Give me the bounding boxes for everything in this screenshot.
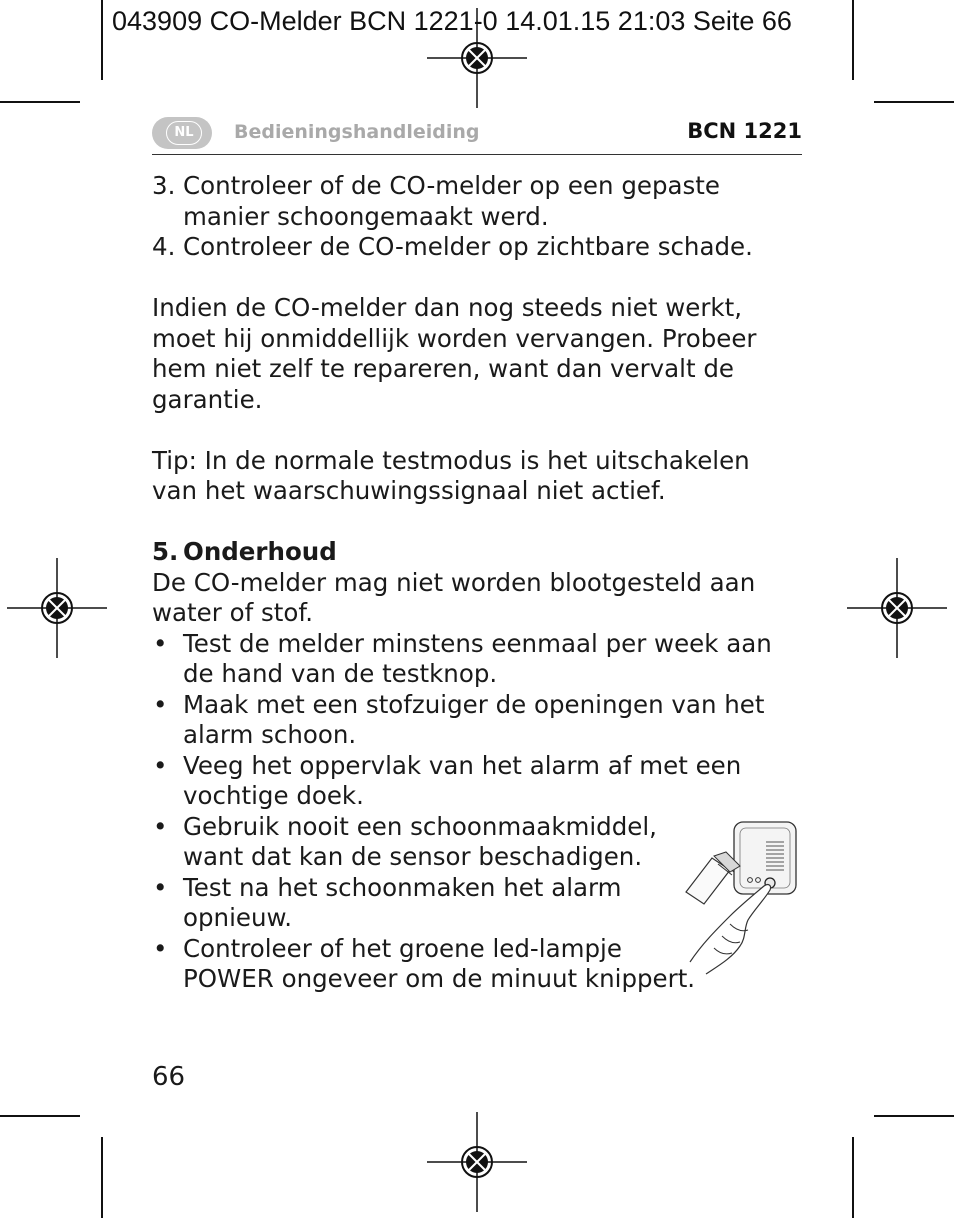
crop-mark-bottom-right-vertical	[852, 1137, 854, 1218]
section-intro: De CO-melder mag niet worden blootgesteld aan water of stof.	[152, 567, 756, 627]
header-title: Bedieningshandleiding	[234, 121, 480, 143]
bullet-icon: •	[153, 750, 168, 780]
bullet-icon: •	[153, 933, 168, 963]
crop-mark-bottom-right-horizontal	[874, 1115, 954, 1117]
step-text: Controleer de CO-melder op zichtbare schade.	[183, 232, 753, 261]
section-title: Onderhoud	[183, 537, 337, 566]
bullet-icon: •	[153, 628, 168, 658]
bullet-text: Veeg het oppervlak van het alarm af met een vochtige doek.	[183, 750, 742, 810]
registration-mark-bottom-icon	[427, 1112, 527, 1212]
crop-mark-top-left-vertical	[101, 0, 103, 80]
bullet-text: Maak met een stofzuiger de openingen van het alarm schoon.	[183, 689, 765, 749]
bullet-item	[152, 812, 703, 873]
bullet-item	[152, 751, 802, 812]
paragraph-replace-notice: Indien de CO-melder dan nog steeds niet werkt, moet hij onmiddellijk worden vervangen. Probeer hem niet zelf te repareren, want dan vervalt de garantie.	[152, 293, 757, 414]
header-model: BCN 1221	[687, 119, 802, 143]
crop-mark-bottom-left-vertical	[101, 1137, 103, 1218]
print-slug-line: 043909 CO-Melder BCN 1221-0 14.01.15 21:03 Seite 66	[112, 6, 792, 36]
step-number: 4.	[152, 232, 176, 261]
bullet-icon: •	[153, 872, 168, 902]
paragraph-tip: Tip: In de normale testmodus is het uitschakelen van het waarschuwingssignaal niet actief.	[152, 445, 750, 505]
numbered-step	[152, 171, 802, 232]
language-badge	[152, 117, 212, 149]
bullet-item	[152, 629, 802, 690]
crop-mark-top-right-vertical	[852, 0, 854, 80]
step-text: Controleer of de CO-melder op een gepaste manier schoongemaakt werd.	[183, 171, 720, 231]
page-number: 66	[152, 1062, 186, 1092]
registration-mark-right-icon	[847, 558, 947, 658]
section-heading	[152, 537, 802, 568]
bullet-item	[152, 934, 703, 995]
numbered-step	[152, 232, 802, 263]
language-badge-label: NL	[166, 121, 202, 145]
step-number: 3.	[152, 171, 176, 200]
bullet-item	[152, 873, 703, 934]
bullet-text: Gebruik nooit een schoonmaakmiddel, want dat kan de sensor beschadigen.	[183, 811, 657, 871]
bullet-icon: •	[153, 811, 168, 841]
section-number: 5.	[152, 537, 179, 566]
crop-mark-top-left-horizontal	[0, 101, 80, 103]
bullet-text: Test de melder minstens eenmaal per week aan de hand van de testknop.	[183, 628, 772, 688]
bullet-item	[152, 690, 802, 751]
bullet-text: Test na het schoonmaken het alarm opnieuw.	[183, 872, 622, 932]
crop-mark-bottom-left-horizontal	[0, 1115, 80, 1117]
page-header	[152, 114, 802, 155]
co-detector-cleaning-illustration	[684, 812, 802, 977]
bullet-text: Controleer of het groene led-lampje POWER ongeveer om de minuut knippert.	[183, 933, 696, 993]
registration-mark-top-icon	[427, 8, 527, 108]
crop-mark-top-right-horizontal	[874, 101, 954, 103]
registration-mark-left-icon	[7, 558, 107, 658]
bullet-icon: •	[153, 689, 168, 719]
